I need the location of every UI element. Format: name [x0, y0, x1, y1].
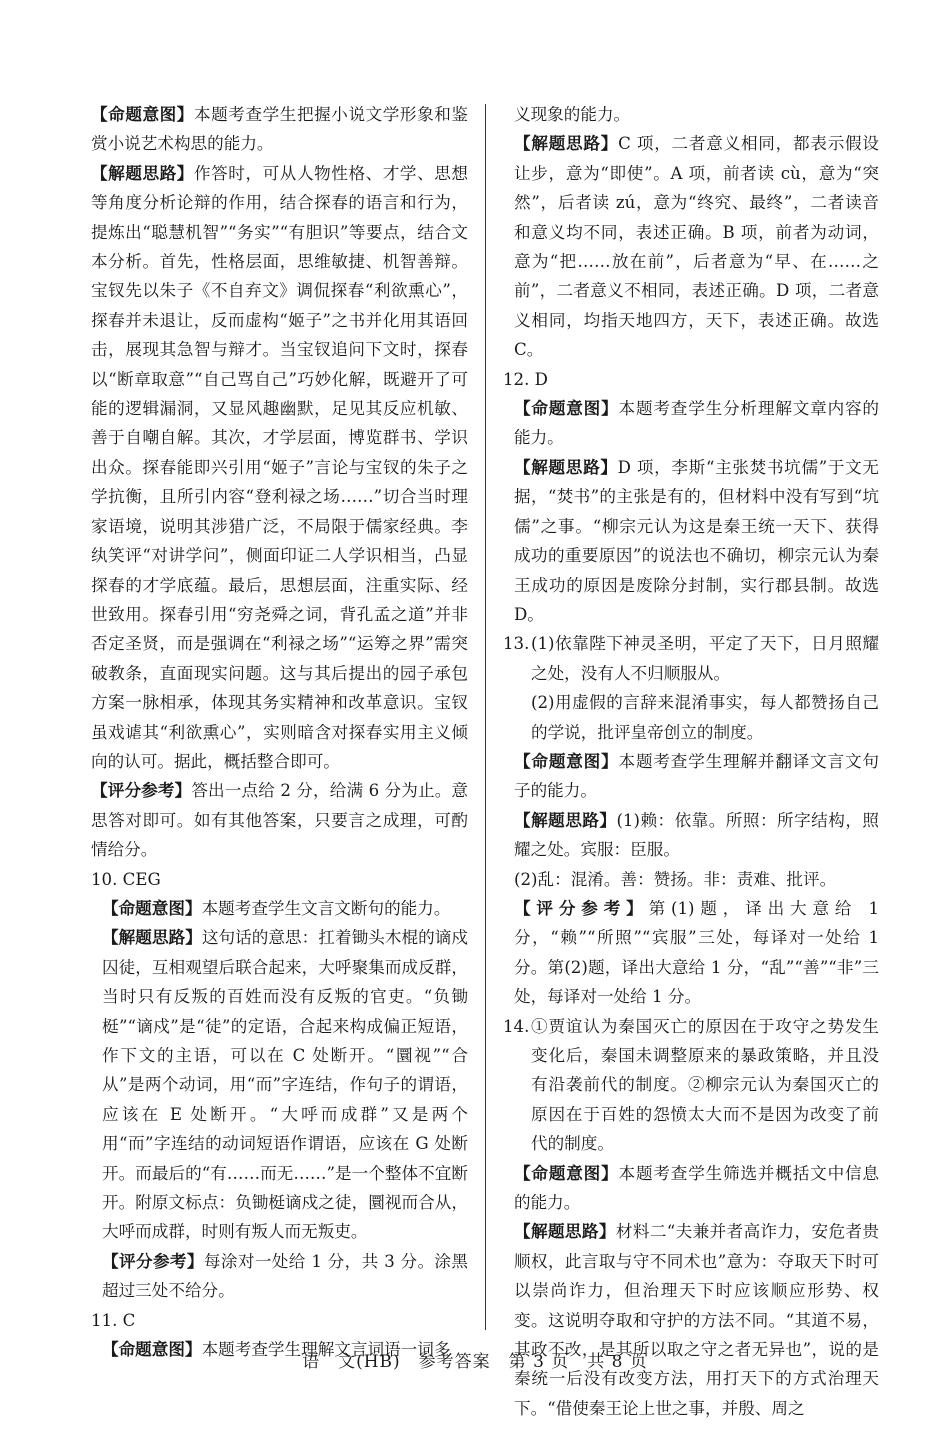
question-14-answer [503, 1012, 879, 1159]
paragraph-text: 答出一点给 2 分，给满 6 分为止。意思答对即可。如有其他答案，只要言之成理，可酌情给分。 [91, 781, 468, 860]
paragraph-approach [503, 1217, 879, 1423]
paragraph-text: 本题考查学生理解并翻译文言文句子的能力。 [514, 751, 879, 801]
question-13-answer [503, 629, 879, 747]
paragraph-approach [91, 159, 468, 777]
tag-label: 【命题意图】 [102, 1339, 202, 1360]
page-footer: 语 文(HB) 参考答案 第 3 页 共 8 页 [302, 1352, 648, 1372]
paragraph-text: 每涂对一处给 1 分，共 3 分。涂黑超过三处不给分。 [102, 1251, 468, 1301]
right-column [503, 100, 879, 1423]
paragraph-text: 第(1)题，译出大意给 1 分，“赖”“所照”“宾服”三处，每译对一处给 1 分。第(2)题，译出大意给 1 分，“乱”“善”“非”三处，每译对一处给 1 分。 [514, 898, 879, 1007]
tag-label: 【命题意图】 [514, 1162, 619, 1183]
paragraph-text: 这句话的意思：扛着锄头木棍的谪戍囚徒，互相观望后联合起来，大呼聚集而成反群，当时只有反叛的百姓而没有反叛的官吏。“负锄梃”“谪戍”是“徒”的定语，合起来构成偏正短语，作下文的主语，可以在 C 处断开。“圜视”“合从”是两个动词，用“而”字连结，作句子的谓语，应该在 E 处断开。“大呼而成群”又是两个用“而”字连结的动词短语作谓语，应该在 G 处断开。而最后的“有……而无……”是一个整体不宜断开。附原文标点：负锄梃谪戍之徒，圜视而合从，大呼而成群，时则有叛人而无叛吏。 [102, 928, 468, 1242]
paragraph-text: (2)乱：混淆。善：赞扬。非：责难、批评。 [514, 869, 837, 889]
tag-label: 【命题意图】 [91, 104, 194, 124]
paragraph-text: (1)赖：依靠。所照：所字结构，照耀之处。宾服：臣服。 [514, 810, 879, 860]
tag-label: 【解题思路】 [514, 133, 619, 154]
tag-label: 【命题意图】 [514, 398, 619, 419]
paragraph-text: 本题考查学生文言文断句的能力。 [201, 898, 451, 918]
paragraph-text: 本题考查学生筛选并概括文中信息的能力。 [514, 1163, 879, 1213]
paragraph-intent [91, 894, 468, 923]
left-column [91, 100, 468, 1364]
paragraph-intent [503, 747, 879, 806]
paragraph-approach [503, 453, 879, 629]
tag-label: 【解题思路】 [514, 456, 618, 477]
tag-label: 【评分参考】 [514, 897, 649, 918]
question-number: 11. [91, 1310, 118, 1330]
answer-text: C [122, 1310, 136, 1330]
paragraph-intent [503, 1159, 879, 1218]
answer-text: (2)用虚假的言辞来混淆事实，每人都赞扬自己的学说，批评皇帝创立的制度。 [531, 693, 879, 742]
column-divider [485, 104, 486, 1330]
tag-label: 【解题思路】 [514, 1221, 616, 1242]
tag-label: 【命题意图】 [514, 750, 619, 771]
answer-text: ①贾谊认为秦国灭亡的原因在于攻守之势发生变化后，秦国未调整原来的暴政策略，并且没有沿袭前代的制度。②柳宗元认为秦国灭亡的原因在于百姓的怨愤太大而不是因为改变了前代的制度。 [531, 1016, 879, 1154]
tag-label: 【评分参考】 [102, 1250, 204, 1271]
paragraph-intent [91, 100, 468, 159]
answer-text: CEG [122, 869, 161, 889]
question-10-answer [91, 865, 468, 894]
paragraph-approach [91, 923, 468, 1246]
paragraph-scoring [503, 894, 879, 1012]
paragraph-text: C 项，二者意义相同，都表示假设让步，意为“即使”。A 项，前者读 cù，意为“突然”，后者读 zú，意为“终究、最终”，二者读音和意义均不同，表述正确。B 项，前者为动词，意为“把……放在前”，后者意为“早、在……之前”，二者意义不相同，表述正确。D 项，二者意义相同，均指天地四方，天下，表述正确。故选 C。 [514, 134, 879, 360]
paragraph-text: 本题考查学生理解文言词语一词多 [201, 1340, 451, 1360]
paragraph-scoring [91, 1247, 468, 1306]
paragraph-intent [503, 394, 879, 453]
tag-label: 【解题思路】 [514, 809, 617, 830]
tag-label: 【解题思路】 [102, 927, 202, 948]
tag-label: 【评分参考】 [91, 780, 192, 801]
answer-text: (1)依靠陛下神灵圣明，平定了天下，日月照耀之处，没有人不归顺服从。 [531, 634, 879, 683]
paragraph-continued: 义现象的能力。 [514, 105, 631, 124]
paragraph-text: 本题考查学生把握小说文学形象和鉴赏小说艺术构思的能力。 [91, 105, 468, 154]
question-11-answer [91, 1306, 468, 1335]
paragraph-approach [503, 806, 879, 865]
question-number: 13. [503, 634, 530, 654]
tag-label: 【命题意图】 [102, 897, 202, 918]
question-number: 12. [503, 369, 530, 389]
paragraph-scoring [91, 776, 468, 864]
tag-label: 【解题思路】 [91, 162, 194, 183]
paragraph-text: D 项，李斯“主张焚书坑儒”于文无据，“焚书”的主张是有的，但材料中没有写到“坑儒”之事。“柳宗元认为这是秦王统一天下、获得成功的重要原因”的说法也不确切，柳宗元认为秦王成功的原因是废除分封制，实行郡县制。故选 D。 [514, 457, 879, 624]
question-number: 14. [503, 1016, 530, 1036]
paragraph-approach [503, 129, 879, 364]
paragraph-text: 本题考查学生分析理解文章内容的能力。 [514, 399, 879, 448]
paragraph-text: 材料二“夫兼并者高诈力，安危者贵顺权，此言取与守不同术也”意为：夺取天下时可以崇尚诈力，但治理天下时应该顺应形势、权变。这说明夺取和守护的方法不同。“其道不易，其政不改，是其所以取之守之者无异也”，说的是秦统一后没有改变方法，用打天下的方式治理天下。“借使秦王论上世之事，并殷、周之 [514, 1222, 879, 1418]
question-number: 10. [91, 869, 118, 889]
answer-text: D [534, 369, 548, 389]
question-12-answer [503, 365, 879, 394]
paragraph-text: 作答时，可从人物性格、才学、思想等角度分析论辩的作用，结合探春的语言和行为，提炼出“聪慧机智”“务实”“有胆识”等要点，结合文本分析。首先，性格层面，思维敏捷、机智善辩。宝钗先以朱子《不自弃文》调侃探春“利欲熏心”，探春并未退让，反而虚构“姬子”之书并化用其语回击，展现其急智与辩才。当宝钗追问下文时，探春以“断章取意”“自己骂自己”巧妙化解，既避开了可能的逻辑漏洞，又显风趣幽默，足见其反应机敏、善于自嘲自解。其次，才学层面，博览群书、学识出众。探春能即兴引用“姬子”言论与宝钗的朱子之学抗衡，且所引内容“登利禄之场……”切合当时理家语境，说明其涉猎广泛，不局限于儒家经典。李纨笑评“对讲学问”，侧面印证二人学识相当，凸显探春的才学底蕴。最后，思想层面，注重实际、经世致用。探春引用“穷尧舜之词，背孔孟之道”并非否定圣贤，而是强调在“利禄之场”“运筹之界”需突破教条，直面现实问题。这与其后提出的园子承包方案一脉相承，体现其务实精神和改革意识。宝钗虽戏谑其“利欲熏心”，实则暗含对探春实用主义倾向的认可。据此，概括整合即可。 [91, 163, 468, 771]
